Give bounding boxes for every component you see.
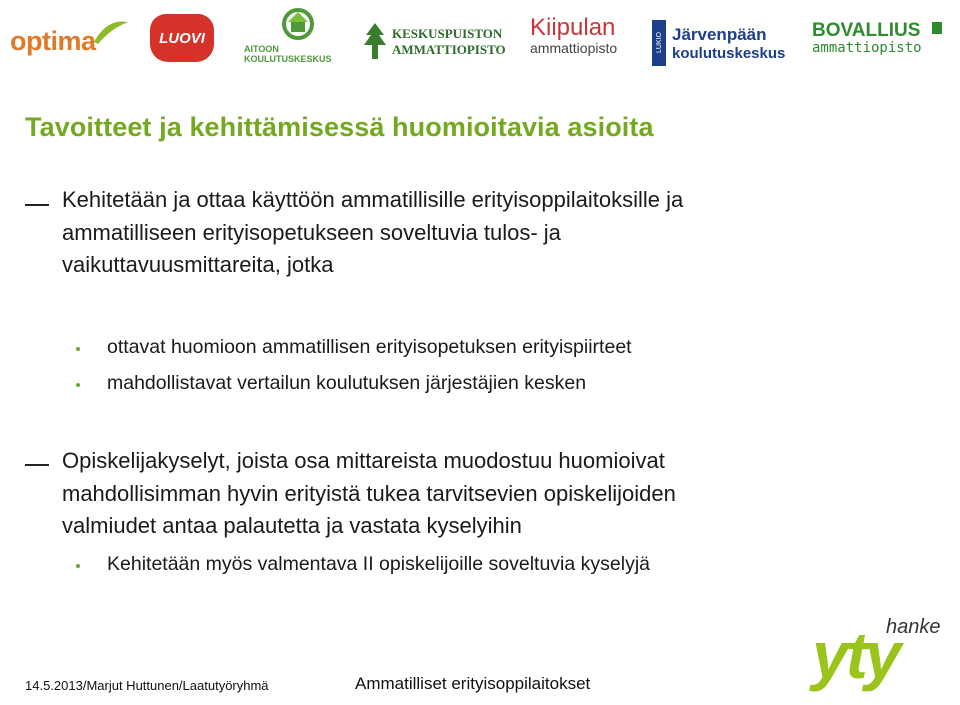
jarvenpaan-logo-text: Järvenpään [672,24,767,44]
paragraph-1-line-3: vaikuttavuusmittareita, jotka [62,252,334,277]
tree-icon [362,21,388,63]
bovallius-logo [812,20,922,64]
jarvenpaan-logo [652,18,785,68]
luovi-logo-text: LUOVI [159,29,205,47]
footer-center-text: Ammatilliset erityisoppilaitokset [355,674,591,693]
yty-logo-text: yty [812,618,899,692]
dash-marker-2 [25,464,49,466]
optima-logo-text: optima [10,25,96,56]
optima-logo [10,18,130,64]
dash-marker-1 [25,204,49,206]
bullet-dot-1 [76,347,80,351]
keskuspuisto-logo-subtext: AMMATTIOPISTO [392,42,506,57]
logo-strip [0,0,960,80]
paragraph-1 [62,184,683,282]
bullet-3: Kehitetään myös valmentava II opiskelijoille soveltuvia kyselyjä [107,553,651,575]
footer-date-author: 14.5.2013/Marjut Huttunen/Laatutyöryhmä [25,678,269,693]
paragraph-2-line-3: valmiudet antaa palautetta ja vastata kyselyihin [62,513,522,538]
bullet-dot-3 [76,564,80,568]
bullet-1: ottavat huomioon ammatillisen erityisopetuksen erityispiirteet [107,336,632,358]
bovallius-mark-icon [930,20,944,36]
jarvenpaan-logo-subtext: koulutuskeskus [672,44,786,62]
bullet-dot-2 [76,383,80,387]
yty-hanke-logo [812,612,952,700]
yty-hanke-logo-subtext: hanke [886,616,941,638]
luovi-logo [150,14,214,62]
optima-swoosh-icon [92,18,130,48]
kiipulan-logo-subtext: ammattiopisto [530,40,618,56]
aitoon-logo-text: AITOON [244,44,279,54]
jarvenpaan-emblem [652,20,666,66]
bullet-2: mahdollistavat vertailun koulutuksen järjestäjien kesken [107,372,587,394]
kiipulan-logo [530,14,617,66]
aitoon-logo-subtext: KOULUTUSKESKUS [244,54,332,64]
house-leaf-icon [270,6,328,42]
paragraph-1-line-1: Kehitetään ja ottaa käyttöön ammatillisille erityisoppilaitoksille ja [62,187,684,212]
keskuspuisto-logo-text: KESKUSPUISTON [392,26,503,41]
paragraph-1-line-2: ammatilliseen erityisopetukseen soveltuvia tulos- ja [62,219,561,245]
bovallius-logo-subtext: ammattiopisto [812,40,922,56]
paragraph-2 [62,445,676,543]
paragraph-2-line-1: Opiskelijakyselyt, joista osa mittareista muodostuu huomioivat [62,448,665,473]
jarvenpaan-text [672,25,785,62]
keskuspuisto-logo [362,18,506,66]
paragraph-2-line-2: mahdollisimman hyvin erityistä tukea tarvitsevien opiskelijoiden [62,480,676,506]
keskuspuisto-text [392,26,506,58]
kiipulan-logo-text: Kiipulan [530,14,616,41]
slide-title: Tavoitteet ja kehittämisessä huomioitavia asioita [25,112,654,142]
bovallius-logo-text: BOVALLIUS [812,20,921,41]
aitoon-logo [244,6,336,68]
jarvenpaan-side-text: LUKIO [655,32,663,54]
